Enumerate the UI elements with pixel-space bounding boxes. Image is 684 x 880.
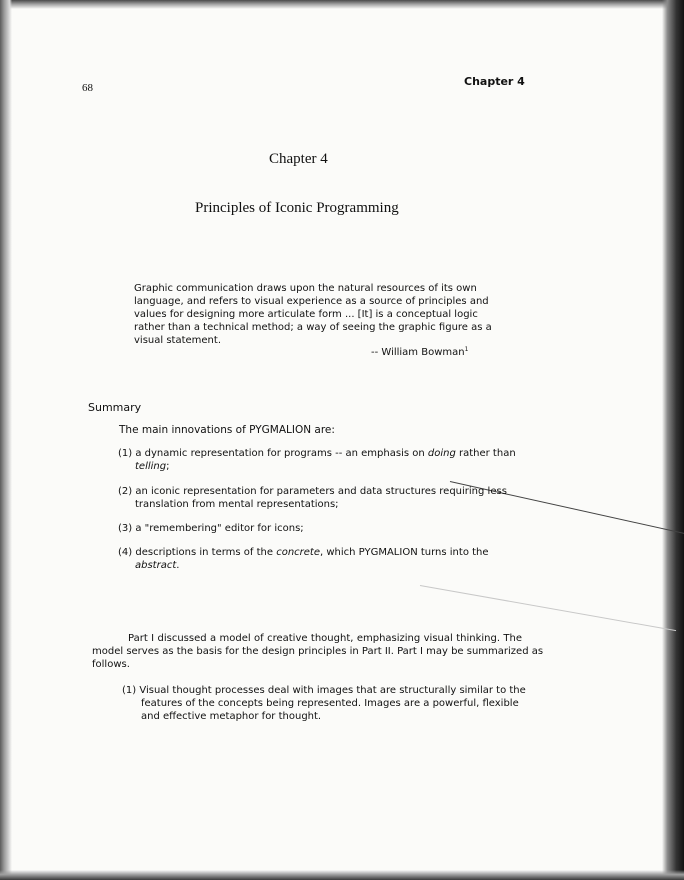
list-item (118, 522, 304, 535)
point-line: and effective metaphor for thought. (141, 711, 322, 722)
paragraph-line: follows. (92, 659, 130, 670)
scan-edge-left (0, 0, 12, 880)
list-item-continuation (118, 460, 516, 473)
list-item (118, 447, 516, 473)
paragraph-line: Part I discussed a model of creative thought, emphasizing visual thinking. The (128, 633, 522, 644)
point-line (122, 684, 526, 697)
chapter-label: Chapter 4 (269, 151, 328, 167)
paragraph-line: model serves as the basis for the design principles in Part II. Part I may be summarized as (92, 646, 544, 657)
list-item-text (118, 486, 507, 497)
section-heading-summary: Summary (88, 401, 142, 414)
epigraph-line: language, and refers to visual experience as a source of principles and (134, 296, 489, 307)
item-number: (1) (118, 448, 133, 459)
item-text: rather than (455, 448, 516, 459)
list-item-continuation (118, 559, 489, 572)
item-number: (3) (118, 523, 133, 534)
item-text: a "remembering" editor for icons; (135, 523, 304, 534)
epigraph-line: visual statement. (134, 335, 221, 346)
item-text: a dynamic representation for programs -- an emphasis on (135, 448, 428, 459)
list-item (118, 485, 507, 511)
list-item-text (118, 547, 489, 558)
scan-edge-right (662, 0, 684, 880)
item-emphasis: concrete (276, 547, 320, 558)
epigraph-quote (134, 282, 492, 347)
scan-edge-bottom (0, 870, 684, 880)
attribution-text: -- William Bowman (371, 347, 465, 358)
chapter-title: Principles of Iconic Programming (195, 200, 399, 216)
epigraph-line: values for designing more articulate form ... [It] is a conceptual logic (134, 309, 478, 320)
scan-edge-top (0, 0, 684, 9)
body-paragraph (92, 632, 544, 671)
list-item-continuation: translation from mental representations; (135, 499, 339, 510)
item-emphasis: abstract (135, 560, 177, 571)
point-line: features of the concepts being represented. Images are a powerful, flexible (141, 698, 519, 709)
epigraph-attribution (371, 346, 468, 358)
point-number: (1) (122, 685, 137, 696)
running-head: Chapter 4 (464, 75, 525, 88)
page-number: 68 (82, 82, 93, 94)
item-text: ; (166, 461, 170, 472)
item-number: (4) (118, 547, 133, 558)
item-emphasis: telling (135, 461, 167, 472)
epigraph-line: rather than a technical method; a way of seeing the graphic figure as a (134, 322, 492, 333)
numbered-point (122, 684, 526, 723)
point-text: Visual thought processes deal with images that are structurally similar to the (139, 685, 526, 696)
item-text: an iconic representation for parameters and data structures requiring less (135, 486, 507, 497)
summary-intro: The main innovations of PYGMALION are: (119, 424, 335, 436)
item-text: descriptions in terms of the (135, 547, 277, 558)
item-number: (2) (118, 486, 133, 497)
item-text: , which PYGMALION turns into the (320, 547, 489, 558)
list-item-text (118, 523, 304, 534)
list-item-text (118, 448, 516, 459)
item-text: . (176, 560, 180, 571)
list-item (118, 546, 489, 572)
item-emphasis: doing (427, 448, 456, 459)
scan-artifact-line-faint (420, 585, 676, 631)
footnote-mark: 1 (464, 346, 469, 353)
epigraph-line: Graphic communication draws upon the natural resources of its own (134, 283, 477, 294)
